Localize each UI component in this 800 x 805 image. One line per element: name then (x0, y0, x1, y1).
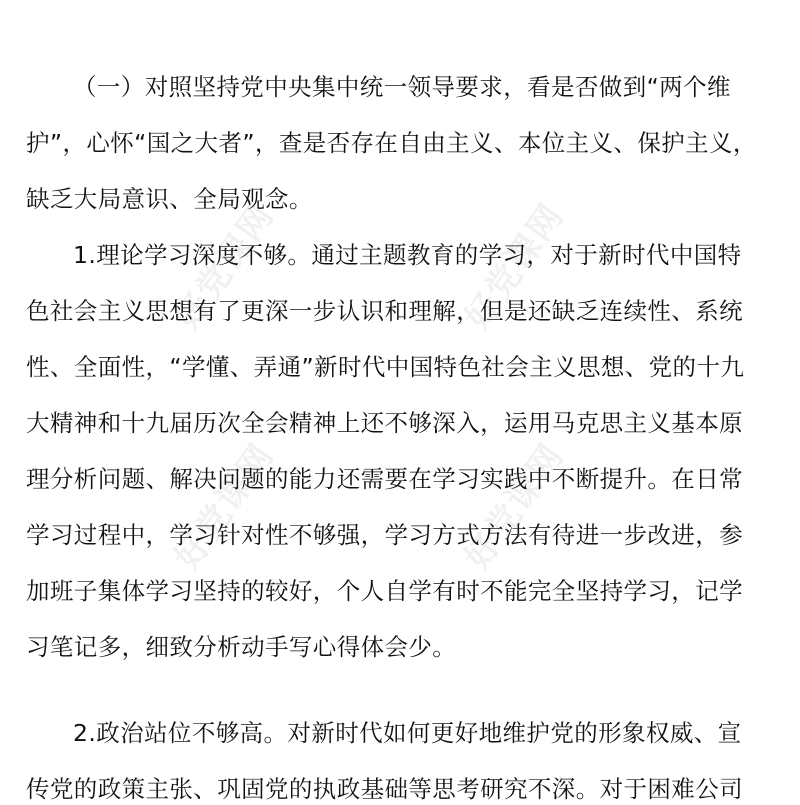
paragraph-2-line-1: 1.理论学习深度不够。通过主题教育的学习，对于新时代中国特 (73, 241, 742, 269)
paragraph-2-line-8: 习笔记多，细致分析动手写心得体会少。 (26, 633, 457, 661)
paragraph-2-line-4: 大精神和十九届历次全会精神上还不够深入，运用马克思主义基本原 (26, 409, 743, 437)
paragraph-2-line-2: 色社会主义思想有了更深一步认识和理解，但是还缺乏连续性、系统 (26, 297, 743, 325)
paragraph-1-line-1: （一）对照坚持党中央集中统一领导要求，看是否做到“两个维 (73, 73, 731, 101)
watermark: 好党课网 (457, 436, 573, 577)
paragraph-1-line-2: 护”，心怀“国之大者”，查是否存在自由主义、本位主义、保护主义， (26, 129, 757, 157)
watermark: 好党课网 (457, 196, 573, 337)
watermark: 好党课网 (167, 436, 283, 577)
watermark: 好党课网 (167, 196, 283, 337)
paragraph-2-line-3: 性、全面性，“学懂、弄通”新时代中国特色社会主义思想、党的十九 (26, 353, 745, 381)
paragraph-1-line-3: 缺乏大局意识、全局观念。 (26, 185, 313, 213)
paragraph-3-line-2: 传党的政策主张、巩固党的执政基础等思考研究不深。对于困难公司 (26, 775, 743, 803)
paragraph-2-line-6: 学习过程中，学习针对性不够强，学习方式方法有待进一步改进，参 (26, 521, 743, 549)
paragraph-3-line-1: 2.政治站位不够高。对新时代如何更好地维护党的形象权威、宣 (73, 719, 742, 747)
paragraph-2-line-7: 加班子集体学习坚持的较好，个人自学有时不能完全坚持学习，记学 (26, 577, 743, 605)
paragraph-2-line-5: 理分析问题、解决问题的能力还需要在学习实践中不断提升。在日常 (26, 465, 743, 493)
